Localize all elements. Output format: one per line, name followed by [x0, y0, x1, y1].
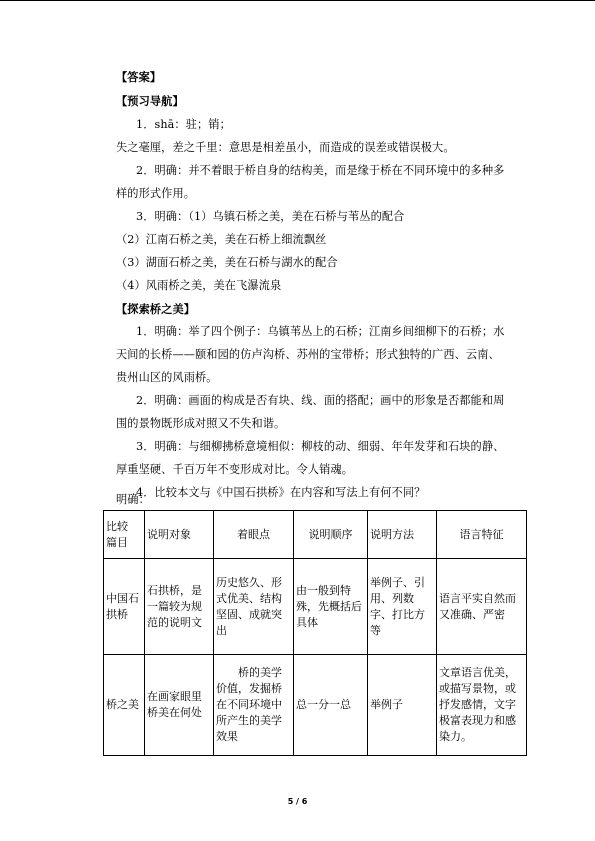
table-header-cell: 语言特征	[437, 511, 527, 559]
paragraph-line: 3．明确：与细柳拂桥意境相似：柳枝的动、细弱、年年发芽和石块的静、	[136, 440, 505, 453]
page-number: 5 / 6	[287, 797, 308, 806]
table-cell: 文章语言优美， 或描写景物，或 抒发感情，文字 极富表现力和感 染力。	[437, 655, 527, 756]
paragraph-line: 样的形式作用。	[116, 187, 196, 200]
paragraph-line: （4）风雨桥之美，美在飞瀑流泉	[116, 279, 282, 292]
table-cell: 举例子	[368, 655, 437, 756]
paragraph-line: 3．明确：（1）乌镇石桥之美，美在石桥与苇丛的配合	[136, 210, 405, 223]
table-row	[104, 559, 527, 655]
table-cell: 在画家眼里 桥美在何处	[145, 655, 214, 756]
table-header-cell: 说明顺序	[294, 511, 368, 559]
paragraph-line: 失之毫厘，差之千里：意思是相差虽小，而造成的误差或错误极大。	[116, 141, 455, 154]
table-row	[104, 655, 527, 756]
table-cell: 中国石 拱桥	[104, 559, 145, 655]
paragraph-line: 4．比较本文与《中国石拱桥》在内容和写法上有何不同？	[136, 486, 426, 499]
table-cell: 历史悠久、形 式优美、结构 坚固、成就突 出	[214, 559, 294, 655]
paragraph-line: 明确：	[116, 493, 150, 506]
paragraph-line: 围的景物既形成对照又不失和谐。	[116, 417, 286, 430]
section-title-preview: 【预习导航】	[116, 94, 184, 108]
table-cell: 由一般到特 殊，先概括后 具体	[294, 559, 368, 655]
section-title-explore: 【探索桥之美】	[116, 302, 196, 316]
paragraph-line: （2）江南石桥之美，美在石桥上细流飘丝	[116, 233, 327, 246]
table-header-cell: 说明方法	[368, 511, 437, 559]
paragraph-line: 2．明确：画面的构成是否有块、线、面的搭配；画中的形象是否都能和周	[136, 394, 505, 407]
table-cell: 桥的美学 价值，发掘桥 在不同环境中 所产生的美学 效果	[214, 655, 294, 756]
paragraph-line: 2．明确：并不着眼于桥自身的结构美，而是缘于桥在不同环境中的多种多	[136, 164, 505, 177]
paragraph-line: 1．明确：举了四个例子：乌镇苇丛上的石桥；江南乡间细柳下的石桥；水	[136, 325, 505, 338]
table-header-cell: 比较 篇目	[104, 511, 145, 559]
paragraph-line: 贵州山区的风雨桥。	[116, 371, 218, 384]
answer-heading: 【答案】	[116, 70, 162, 84]
table-header-row	[104, 511, 527, 559]
table-cell: 石拱桥，是 一篇较为规 范的说明文	[145, 559, 214, 655]
table-cell: 举例子、引 用、列数 字、打比方 等	[368, 559, 437, 655]
paragraph-line: 1．shā：驻；销；	[136, 118, 231, 131]
paragraph-line: （3）湖面石桥之美，美在石桥与湖水的配合	[116, 256, 338, 269]
comparison-table	[103, 510, 527, 756]
table-cell: 桥之美	[104, 655, 145, 756]
paragraph-line: 厚重坚硬、千百万年不变形成对比。令人销魂。	[116, 463, 354, 476]
table-header-cell: 着眼点	[214, 511, 294, 559]
table-header-cell: 说明对象	[145, 511, 214, 559]
table-cell: 语言平实自然而 又准确、严密	[437, 559, 527, 655]
paragraph-line: 天间的长桥——颐和园的仿卢沟桥、苏州的宝带桥；形式独特的广西、云南、	[116, 348, 500, 361]
table-cell: 总一分一总	[294, 655, 368, 756]
